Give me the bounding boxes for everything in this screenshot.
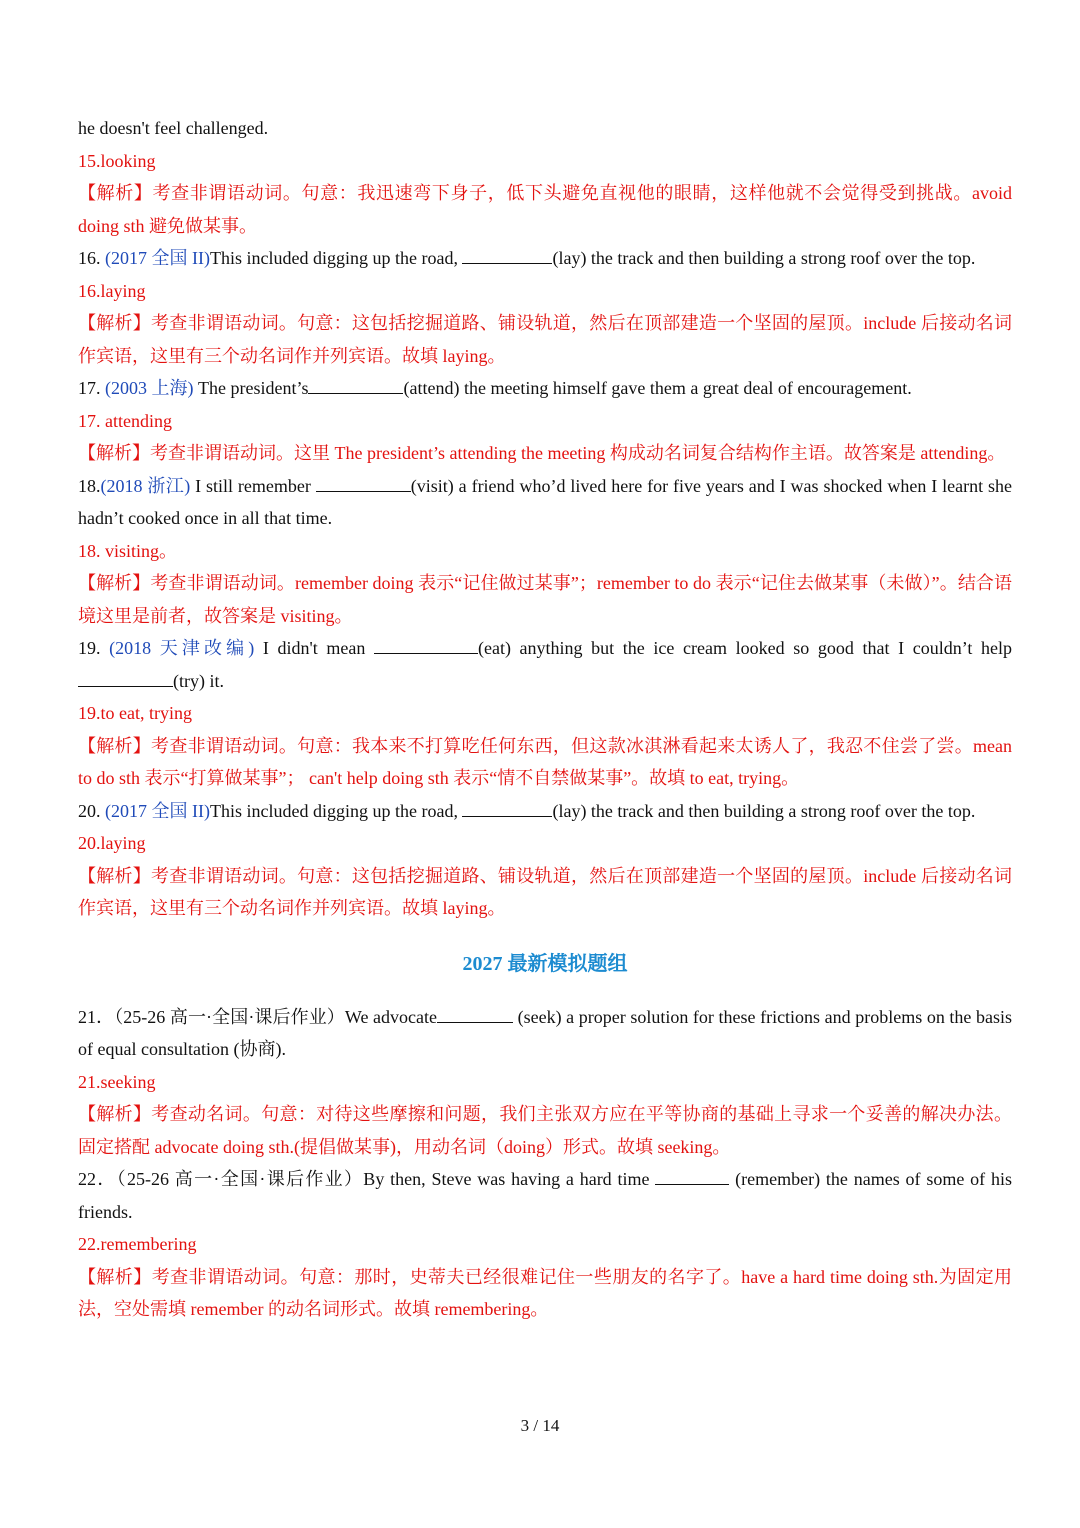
q17-question: 17. (2003 上海) The president’s (attend) the meeting himself gave them a great deal of encouragement. [78, 378, 912, 398]
q19-answer: 19.to eat, trying [78, 703, 192, 723]
q18-blank [316, 476, 411, 492]
q21-analysis: 【解析】考查动名词。句意：对待这些摩擦和问题，我们主张双方应在平等协商的基础上寻求一个妥善的解决办法。固定搭配 advocate doing sth.(提倡做某事)，用动名词（doing）形式。故填 seeking。 [78, 1104, 1012, 1157]
q19-analysis: 【解析】考查非谓语动词。句意：我本来不打算吃任何东西，但这款冰淇淋看起来太诱人了，我忍不住尝了尝。mean to do sth 表示“打算做某事”； can't help doing sth 表示“情不自禁做某事”。故填 to eat, trying。 [78, 735, 1012, 788]
q15-answer: 15.looking [78, 150, 156, 171]
q16-analysis: 【解析】考查非谓语动词。句意：这包括挖掘道路、铺设轨道，然后在顶部建造一个坚固的屋顶。include 后接动名词作宾语，这里有三个动名词作并列宾语。故填 laying。 [78, 313, 1012, 366]
q15-analysis: 【解析】考查非谓语动词。句意：我迅速弯下身子，低下头避免直视他的眼睛，这样他就不会觉得受到挑战。avoid doing sth 避免做某事。 [78, 183, 1012, 236]
q20-blank [462, 801, 552, 817]
q19-blank-2 [78, 671, 173, 687]
q20-analysis: 【解析】考查非谓语动词。句意：这包括挖掘道路、铺设轨道，然后在顶部建造一个坚固的屋顶。include 后接动名词作宾语，这里有三个动名词作并列宾语。故填 laying。 [78, 865, 1012, 918]
q21-answer: 21.seeking [78, 1071, 156, 1092]
q21-question: 21．（25-26 高一·全国·课后作业）We advocate (seek) a proper solution for these frictions and problems on the basis of equal consultation (协商). [78, 1006, 1013, 1059]
q18-analysis: 【解析】考查非谓语动词。remember doing 表示“记住做过某事”；remember to do 表示“记住去做某事（未做）”。结合语境这里是前者，故答案是 visiting。 [78, 573, 1012, 626]
q16-blank [462, 248, 552, 264]
q19-source: (2018 天津改编) [109, 638, 255, 658]
q22-blank [655, 1169, 729, 1185]
page-content [78, 112, 1012, 1326]
q20-source: (2017 全国 II) [105, 800, 210, 821]
q17-blank [308, 378, 403, 394]
q19-question: 19. (2018 天津改编) I didn't mean (eat) anything but the ice cream looked so good that I couldn’t help (try) it. [78, 638, 1012, 691]
q17-analysis: 【解析】考查非谓语动词。这里 The president’s attending the meeting 构成动名词复合结构作主语。故答案是 attending。 [78, 443, 1006, 463]
q14-tail: he doesn't feel challenged. [78, 118, 269, 138]
q22-question: 22．（25-26 高一·全国·课后作业）By then, Steve was having a hard time (remember) the names of some of his friends. [78, 1169, 1012, 1222]
q18-question: 18.(2018 浙江) I still remember (visit) a friend who’d lived here for five years and I was shocked when I learnt she hadn’t cooked once in all that time. [78, 475, 1012, 528]
q18-answer: 18. visiting。 [78, 540, 178, 561]
q16-source: (2017 全国 II) [105, 248, 210, 268]
q16-question: 16. (2017 全国 II)This included digging up the road, (lay) the track and then building a strong roof over the top. [78, 248, 976, 268]
q19-blank-1 [374, 638, 478, 654]
q20-question: 20. (2017 全国 II)This included digging up the road, (lay) the track and then building a strong roof over the top. [78, 800, 976, 821]
q17-answer: 17. attending [78, 410, 172, 431]
page-number: 3 / 14 [520, 1416, 560, 1435]
q17-source: (2003 上海) [105, 378, 194, 398]
q22-analysis: 【解析】考查非谓语动词。句意：那时，史蒂夫已经很难记住一些朋友的名字了。have a hard time doing sth.为固定用法，空处需填 remember 的动名词形式。故填 remembering。 [78, 1266, 1012, 1319]
q16-answer: 16.laying [78, 280, 146, 301]
q21-blank [437, 1007, 513, 1023]
q20-answer: 20.laying [78, 833, 146, 853]
section-title: 2027 最新模拟题组 [462, 952, 628, 975]
q18-source: (2018 浙江) [100, 475, 191, 496]
q22-answer: 22.remembering [78, 1234, 197, 1254]
